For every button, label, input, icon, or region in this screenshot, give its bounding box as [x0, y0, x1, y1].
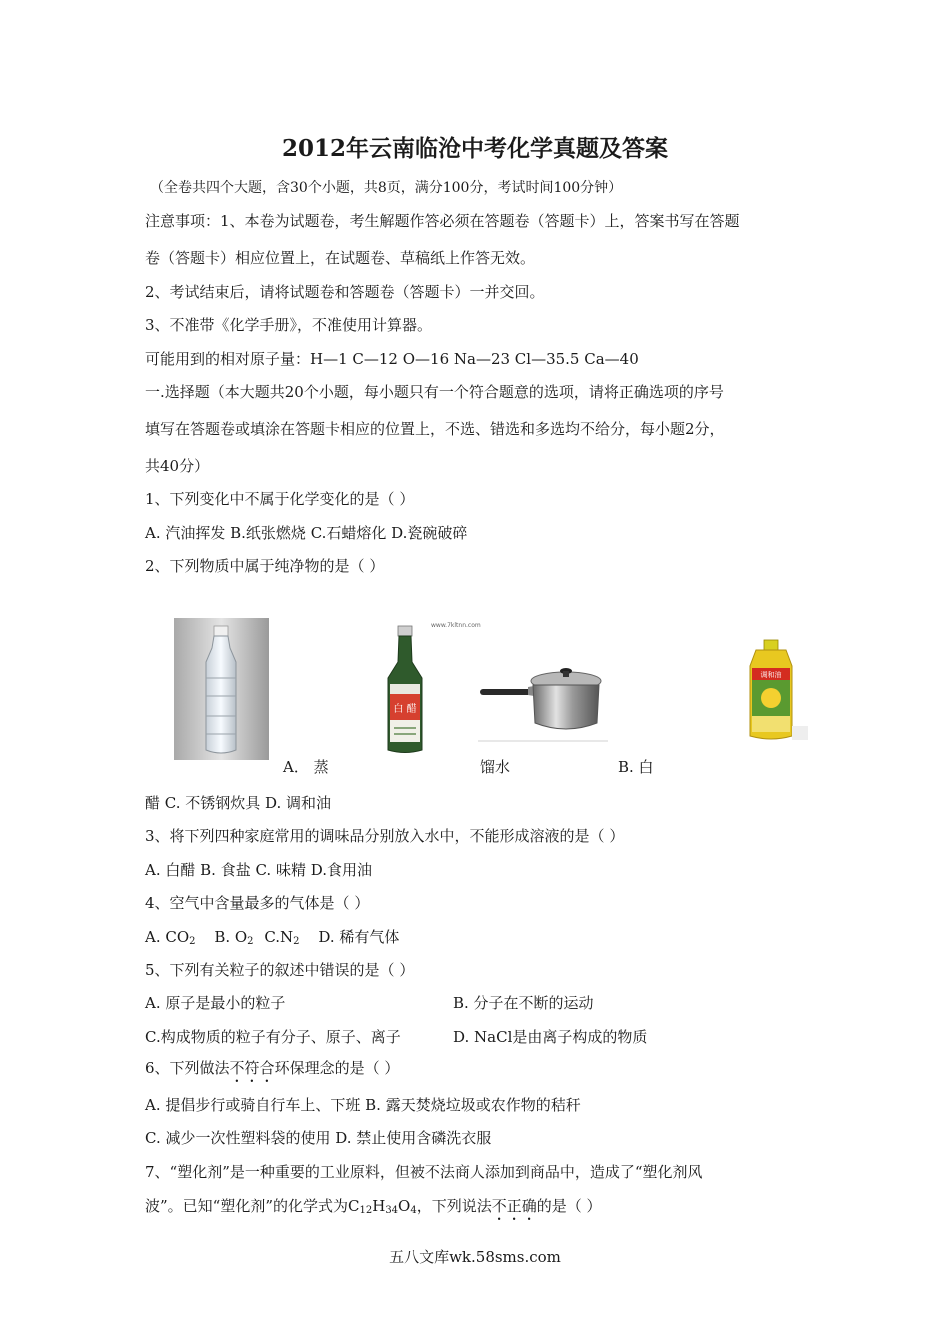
- q1-stem: 1、下列变化中不属于化学变化的是（ ）: [145, 490, 415, 508]
- q7-h: H: [372, 1197, 386, 1215]
- q4-options: [145, 927, 399, 952]
- q7-line-2: [145, 1196, 602, 1224]
- atomic-masses: 可能用到的相对原子量：H—1 C—12 O—16 Na—23 Cl—35.5 Ca—40: [145, 350, 639, 368]
- q6-stem-pre: 6、下列做法: [145, 1059, 230, 1077]
- q3-stem: 3、将下列四种家庭常用的调味品分别放入水中，不能形成溶液的是（ ）: [145, 827, 625, 845]
- q7-text-post: 的是（ ）: [536, 1197, 602, 1215]
- q6-options-row1: A. 提倡步行或骑自行车上、下班 B. 露天焚烧垃圾或农作物的秸秆: [145, 1096, 581, 1114]
- q7-sub-c: 12: [359, 1205, 373, 1216]
- q5-option-d: D. NaCl是由离子构成的物质: [453, 1028, 648, 1046]
- q4-sub-b: 2: [247, 936, 254, 947]
- q4-option-a: A. CO: [145, 928, 190, 946]
- q5-option-c: C.构成物质的粒子有分子、原子、离子: [145, 1028, 401, 1046]
- oil-bottle-image: [732, 636, 810, 744]
- q2-options-row2: 醋 C. 不锈钢炊具 D. 调和油: [145, 794, 332, 812]
- notice-line-2: 卷（答题卡）相应位置上，在试题卷、草稿纸上作答无效。: [145, 249, 536, 267]
- exam-info: （全卷共四个大题，含30个小题，共8页，满分100分，考试时间100分钟）: [150, 180, 623, 196]
- page-title: 2012年云南临沧中考化学真题及答案: [281, 135, 668, 162]
- notice-line-1: 注意事项：1、本卷为试题卷，考生解题作答必须在答题卷（答题卡）上，答案书写在答题: [145, 212, 740, 230]
- q5-option-a: A. 原子是最小的粒子: [145, 994, 286, 1012]
- image-watermark: www.7kltnn.com: [431, 622, 481, 629]
- oil-label: 调和油: [760, 671, 782, 679]
- q2-label-mid: 馏水: [480, 758, 511, 776]
- section1-line-3: 共40分）: [145, 457, 210, 475]
- vinegar-bottle-image: [380, 622, 430, 756]
- q7-text-pre: 波”。已知“塑化剂”的化学式为C: [145, 1197, 360, 1215]
- q7-emphasis: 不正确: [491, 1197, 537, 1215]
- q4-option-b: B. O: [214, 928, 248, 946]
- q2-label-b: B. 白: [618, 758, 654, 776]
- q6-stem-post: 环保理念的是（ ）: [274, 1059, 400, 1077]
- q2-stem: 2、下列物质中属于纯净物的是（ ）: [145, 557, 385, 575]
- q3-options: A. 白醋 B. 食盐 C. 味精 D.食用油: [145, 861, 372, 879]
- water-bottle-image: [174, 618, 269, 760]
- q4-sub-c: 2: [293, 936, 300, 947]
- q6-stem: [145, 1058, 399, 1086]
- notice-line-3: 2、考试结束后，请将试题卷和答题卷（答题卡）一并交回。: [145, 283, 545, 301]
- q7-line-1: 7、“塑化剂”是一种重要的工业原料，但被不法商人添加到商品中，造成了“塑化剂风: [145, 1163, 703, 1181]
- footer-watermark: 五八文库wk.58sms.com: [389, 1248, 561, 1266]
- q7-o: O: [398, 1197, 411, 1215]
- q7-text-mid: ，下列说法: [416, 1197, 492, 1215]
- vinegar-label: 白 醋: [393, 704, 417, 715]
- q6-options-row2: C. 减少一次性塑料袋的使用 D. 禁止使用含磷洗衣服: [145, 1129, 492, 1147]
- q4-option-d: D. 稀有气体: [318, 928, 400, 946]
- q2-label-a: A． 蒸: [283, 758, 329, 776]
- pot-image: [478, 663, 608, 743]
- q7-sub-o: 4: [410, 1205, 417, 1216]
- q5-option-b: B. 分子在不断的运动: [453, 994, 594, 1012]
- q4-stem: 4、空气中含量最多的气体是（ ）: [145, 894, 370, 912]
- q4-sub-a: 2: [189, 936, 196, 947]
- q7-sub-h: 34: [385, 1205, 399, 1216]
- q1-options: A. 汽油挥发 B.纸张燃烧 C.石蜡熔化 D.瓷碗破碎: [145, 524, 468, 542]
- q5-stem: 5、下列有关粒子的叙述中错误的是（ ）: [145, 961, 415, 979]
- q6-stem-emphasis: 不符合: [229, 1059, 275, 1077]
- notice-line-4: 3、不准带《化学手册》，不准使用计算器。: [145, 316, 433, 334]
- section1-line-1: 一.选择题（本大题共20个小题，每小题只有一个符合题意的选项，请将正确选项的序号: [145, 383, 724, 401]
- q4-option-c: C.N: [264, 928, 294, 946]
- section1-line-2: 填写在答题卷或填涂在答题卡相应的位置上，不选、错选和多选均不给分，每小题2分，: [145, 420, 725, 438]
